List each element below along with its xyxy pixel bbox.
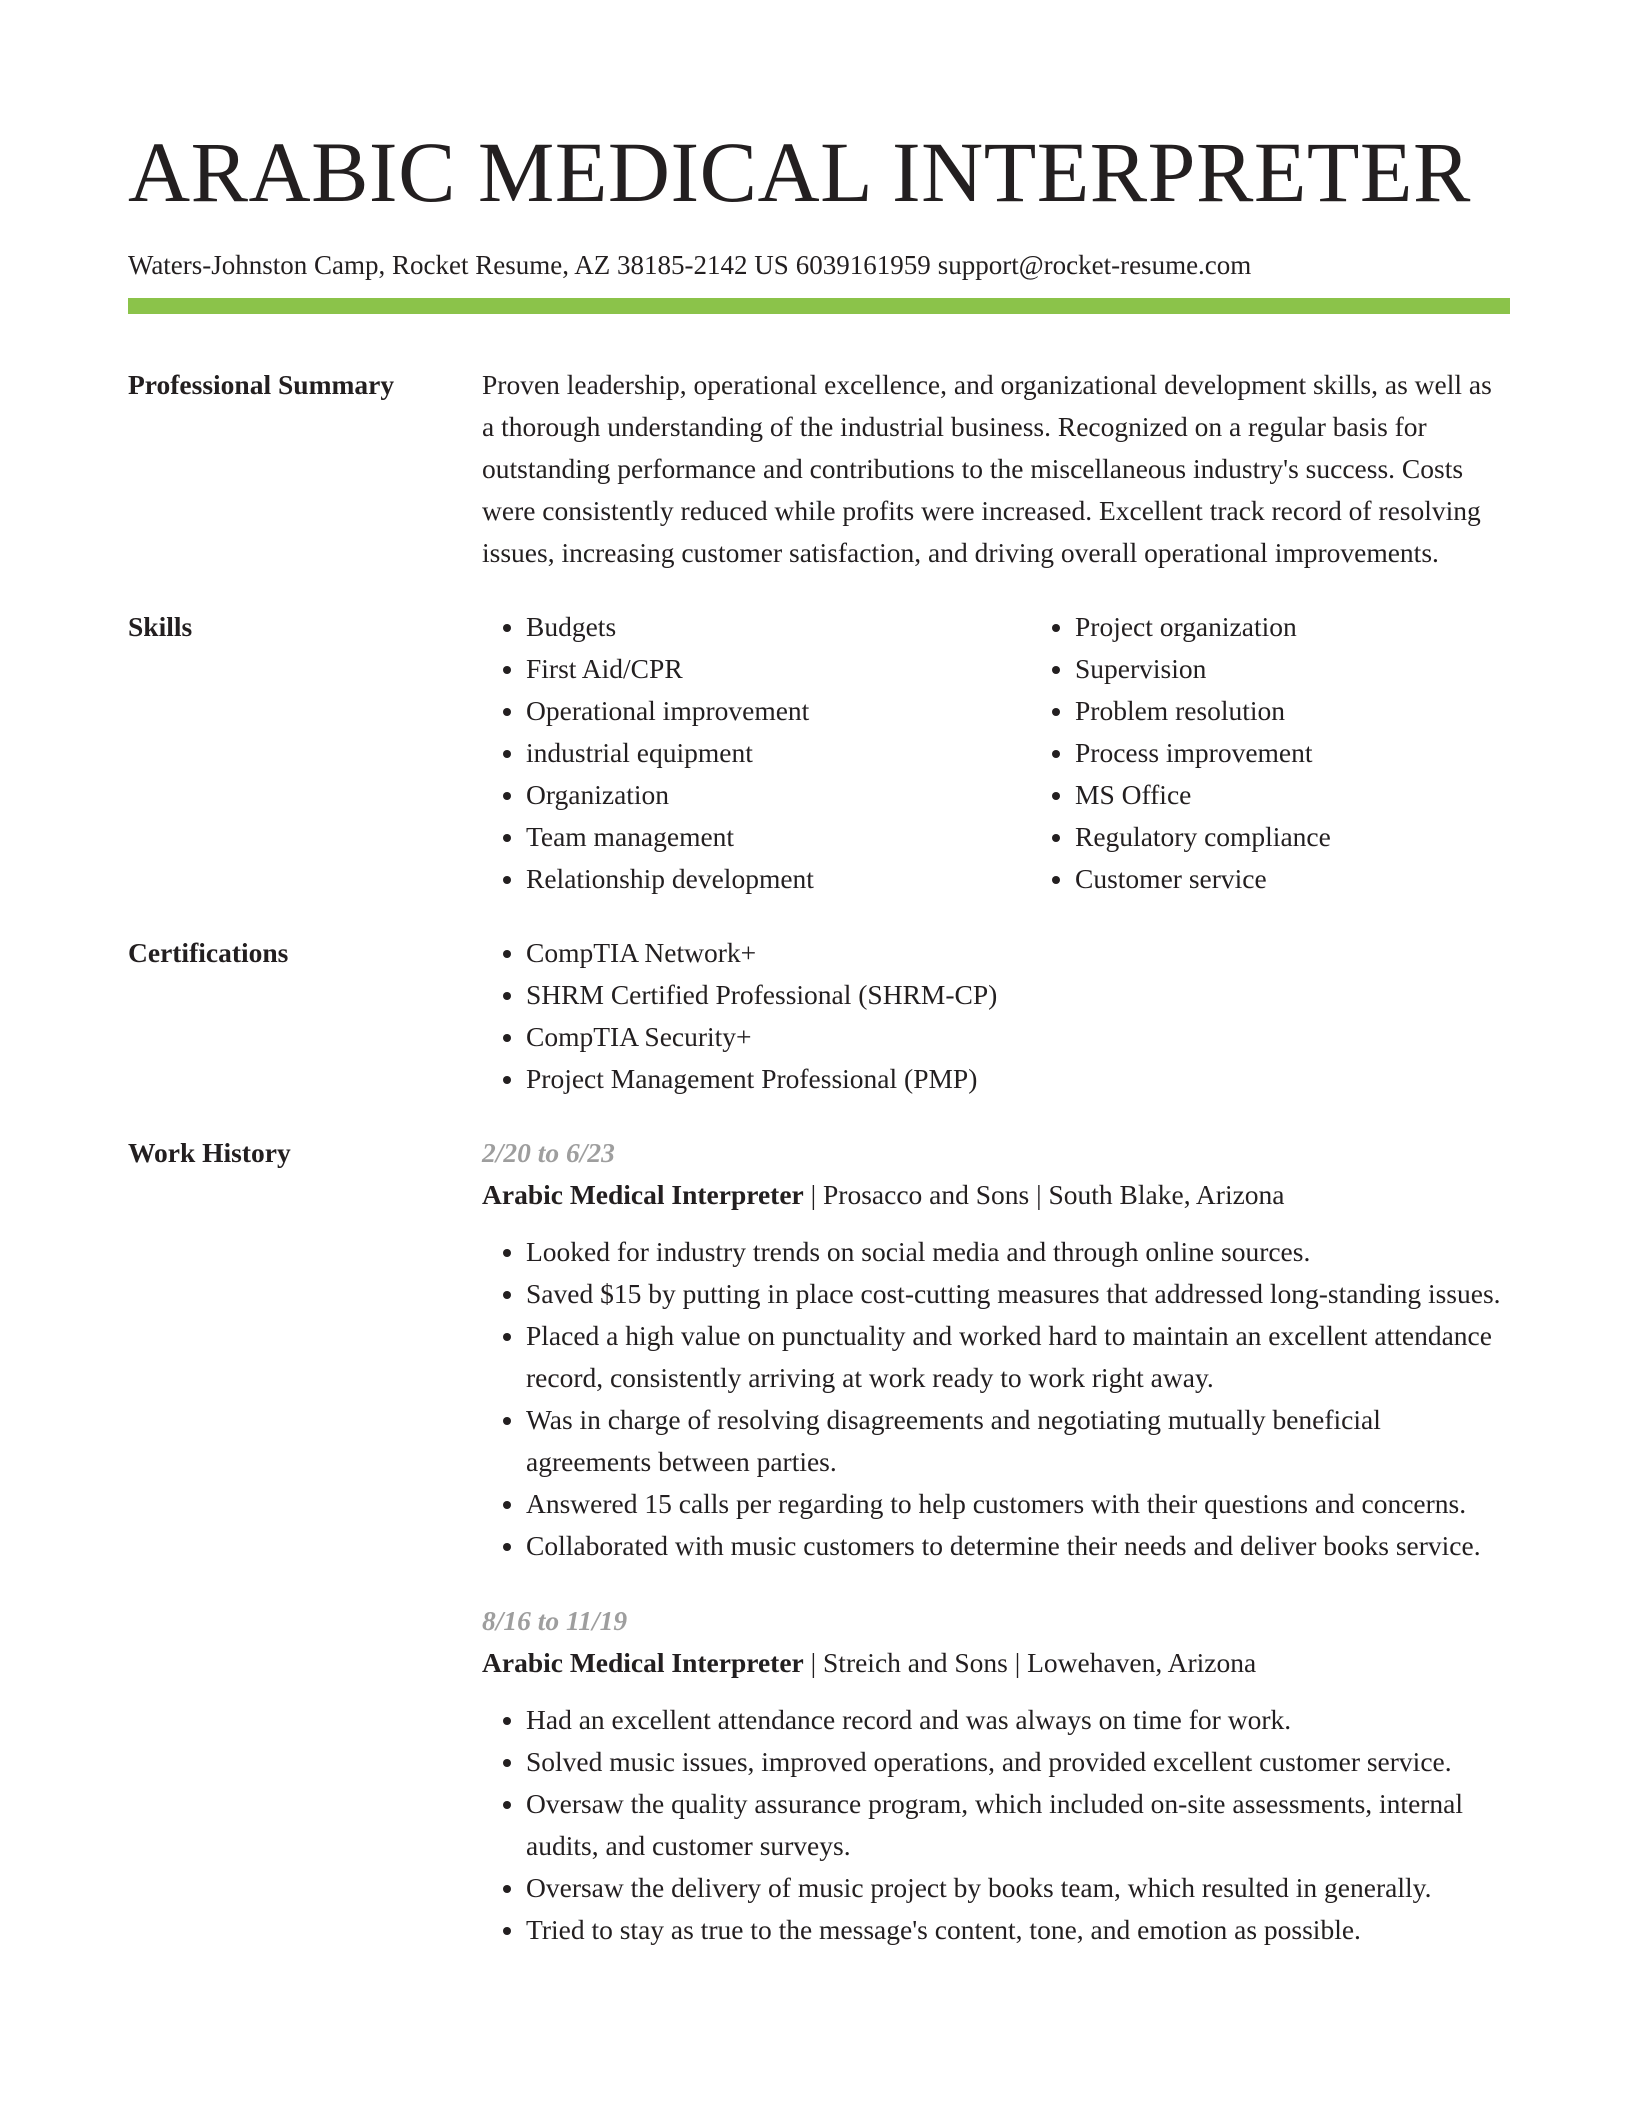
certification-item: • CompTIA Security+	[526, 1016, 1510, 1058]
section-professional-summary	[128, 364, 1510, 574]
resume-page	[128, 0, 1510, 1951]
section-title: Certifications	[128, 937, 289, 968]
job-bullet: • Solved music issues, improved operations, and provided excellent customer service.	[526, 1741, 1510, 1783]
job-dates: 8/16 to 11/19	[482, 1605, 628, 1636]
skill-item: • First Aid/CPR	[526, 648, 1031, 690]
job-bullets	[482, 1699, 1510, 1951]
job-entry	[482, 1600, 1510, 1951]
job-bullet: • Oversaw the delivery of music project by books team, which resulted in generally.	[526, 1867, 1510, 1909]
job-details: | Prosacco and Sons | South Blake, Arizona	[803, 1179, 1285, 1210]
header-divider	[128, 298, 1510, 314]
section-title: Work History	[128, 1137, 291, 1168]
contact-email: support@rocket-resume.com	[937, 250, 1252, 280]
job-bullet: • Tried to stay as true to the message's content, tone, and emotion as possible.	[526, 1909, 1510, 1951]
section-work-history	[128, 1132, 1510, 1951]
job-bullet: • Answered 15 calls per regarding to help customers with their questions and concerns.	[526, 1483, 1510, 1525]
skill-item: • Budgets	[526, 606, 1031, 648]
skill-item: • Customer service	[1075, 858, 1580, 900]
certification-item: • SHRM Certified Professional (SHRM-CP)	[526, 974, 1510, 1016]
skill-item: • Team management	[526, 816, 1031, 858]
skill-item: • Project organization	[1075, 606, 1580, 648]
job-heading	[482, 1642, 1510, 1684]
skill-item: • Operational improvement	[526, 690, 1031, 732]
certifications-list	[482, 932, 1510, 1100]
job-bullet: • Collaborated with music customers to determine their needs and deliver books service.	[526, 1525, 1510, 1567]
skill-item: • Regulatory compliance	[1075, 816, 1580, 858]
job-bullets	[482, 1231, 1510, 1567]
certification-item: • Project Management Professional (PMP)	[526, 1058, 1510, 1100]
skill-item: • Organization	[526, 774, 1031, 816]
section-skills	[128, 606, 1510, 900]
contact-address: Waters-Johnston Camp, Rocket Resume, AZ 38185-2142 US	[128, 250, 789, 280]
job-heading	[482, 1174, 1510, 1216]
certification-item: • CompTIA Network+	[526, 932, 1510, 974]
job-bullet: • Placed a high value on punctuality and worked hard to maintain an excellent attendance record, consistently arriving at work ready to work right away.	[526, 1315, 1510, 1399]
job-dates: 2/20 to 6/23	[482, 1137, 615, 1168]
job-title: Arabic Medical Interpreter	[482, 1647, 804, 1678]
job-bullet: • Was in charge of resolving disagreements and negotiating mutually beneficial agreements between parties.	[526, 1399, 1510, 1483]
section-title: Professional Summary	[128, 369, 395, 400]
job-bullet: • Looked for industry trends on social media and through online sources.	[526, 1231, 1510, 1273]
job-entry	[482, 1132, 1510, 1567]
skill-item: • industrial equipment	[526, 732, 1031, 774]
job-details: | Streich and Sons | Lowehaven, Arizona	[803, 1647, 1257, 1678]
section-certifications	[128, 932, 1510, 1100]
skill-item: • MS Office	[1075, 774, 1580, 816]
candidate-name: ARABIC MEDICAL INTERPRETER	[128, 124, 1471, 220]
job-bullet: • Saved $15 by putting in place cost-cutting measures that addressed long-standing issues.	[526, 1273, 1510, 1315]
job-title: Arabic Medical Interpreter	[482, 1179, 804, 1210]
job-bullet: • Had an excellent attendance record and was always on time for work.	[526, 1699, 1510, 1741]
contact-line	[128, 248, 1510, 282]
summary-text: Proven leadership, operational excellence, and organizational development skills, as well as a thorough understanding of the industrial business. Recognized on a regular basis for outstanding performance and contributions to the miscellaneous industry's success. Costs were consistently reduced while profits were increased. Excellent track record of resolving issues, increasing customer satisfaction, and driving overall operational improvements.	[482, 369, 1492, 568]
job-bullet: • Oversaw the quality assurance program, which included on-site assessments, internal audits, and customer surveys.	[526, 1783, 1510, 1867]
skill-item: • Problem resolution	[1075, 690, 1580, 732]
skills-list-right	[1031, 606, 1580, 900]
section-title: Skills	[128, 611, 193, 642]
contact-phone: 6039161959	[795, 250, 931, 280]
skill-item: • Supervision	[1075, 648, 1580, 690]
skill-item: • Process improvement	[1075, 732, 1580, 774]
skill-item: • Relationship development	[526, 858, 1031, 900]
skills-list-left	[482, 606, 1031, 900]
skills-columns	[482, 606, 1580, 900]
